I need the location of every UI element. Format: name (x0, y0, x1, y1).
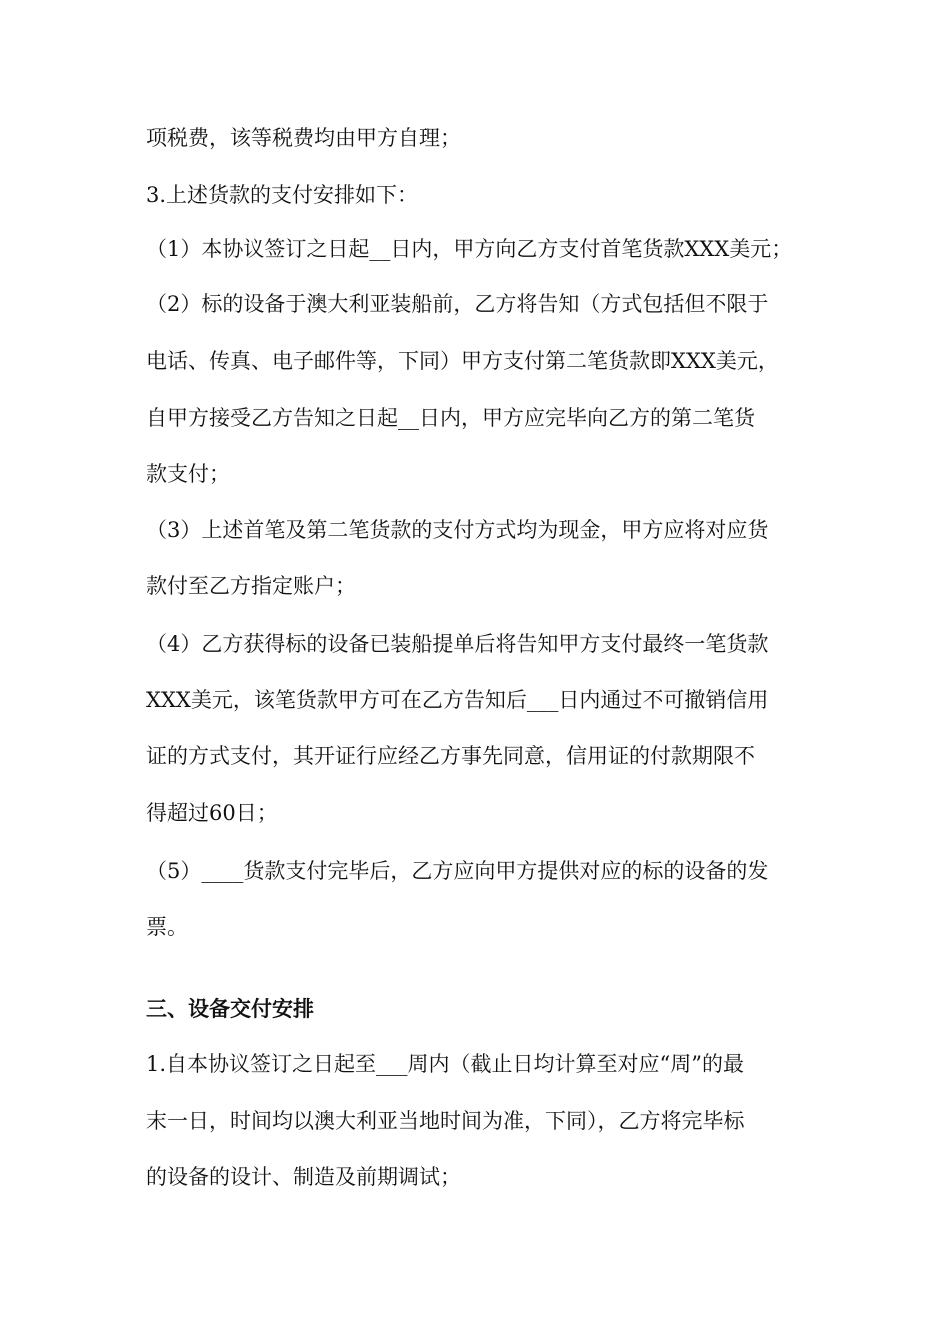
paragraph-line: 的设备的设计、制造及前期调试； (146, 1165, 461, 1189)
paragraph-line: 票。 (146, 915, 188, 939)
paragraph-line: 款支付； (146, 462, 230, 486)
paragraph-line: （5）____货款支付完毕后，乙方应向甲方提供对应的标的设备的发 (146, 859, 769, 883)
paragraph-line: （2）标的设备于澳大利亚装船前，乙方将告知（方式包括但不限于 (146, 292, 769, 316)
paragraph-line: 末一日，时间均以澳大利亚当地时间为准，下同），乙方将完毕标 (146, 1109, 745, 1133)
paragraph-line: 自甲方接受乙方告知之日起__日内，甲方应完毕向乙方的第二笔货 (146, 406, 755, 430)
paragraph-line: （4）乙方获得标的设备已装船提单后将告知甲方支付最终一笔货款 (146, 632, 769, 656)
paragraph-line: 1.自本协议签订之日起至___周内（截止日均计算至对应“周”的最 (146, 1052, 745, 1076)
paragraph-line: （3）上述首笔及第二笔货款的支付方式均为现金，甲方应将对应货 (146, 518, 769, 542)
paragraph-line: 电话、传真、电子邮件等，下同）甲方支付第二笔货款即XXX美元， (146, 349, 779, 373)
paragraph-line: XXX美元，该笔货款甲方可在乙方告知后___日内通过不可撤销信用 (146, 688, 769, 712)
section-heading: 三、设备交付安排 (146, 997, 314, 1021)
paragraph-line: 项税费，该等税费均由甲方自理； (146, 126, 461, 150)
paragraph-line: （1）本协议签订之日起__日内，甲方向乙方支付首笔货款XXX美元； (146, 237, 793, 261)
paragraph-line: 证的方式支付，其开证行应经乙方事先同意，信用证的付款期限不 (146, 744, 755, 768)
paragraph-line: 款付至乙方指定账户； (146, 574, 356, 598)
paragraph-line: 得超过60日； (146, 801, 278, 825)
paragraph-line: 3.上述货款的支付安排如下： (146, 183, 419, 207)
